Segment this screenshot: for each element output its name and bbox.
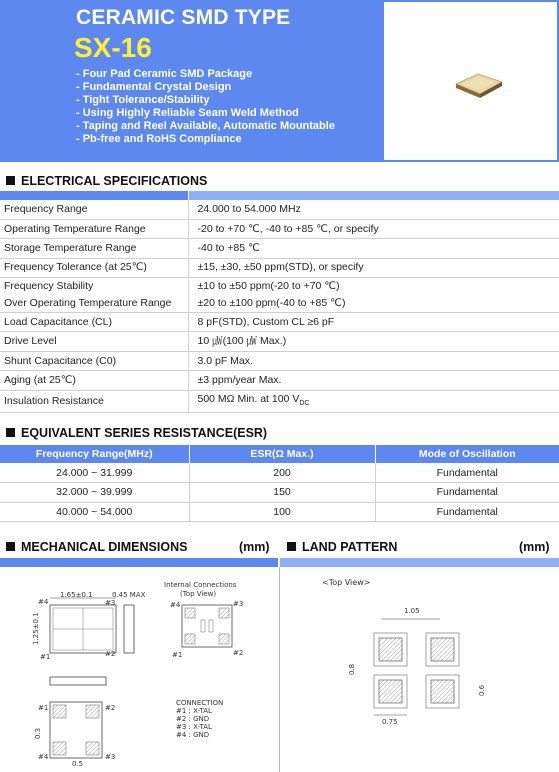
dim-pad-h-label: 0.3 bbox=[34, 727, 42, 739]
table-row bbox=[0, 278, 559, 313]
square-bullet-icon bbox=[6, 428, 15, 437]
table-row bbox=[0, 463, 559, 483]
spec-label: Load Capacitance (CL) bbox=[0, 313, 188, 332]
spec-label-line: Over Operating Temperature Range bbox=[4, 297, 172, 310]
header-text-panel bbox=[0, 0, 382, 162]
dim-pad-w-label: 0.5 bbox=[72, 760, 84, 768]
feature-item: - Four Pad Ceramic SMD Package bbox=[76, 68, 253, 80]
connection-item: #4 : GND bbox=[176, 731, 210, 739]
table-cell: 200 bbox=[189, 463, 375, 483]
internal-subtitle: (Top View) bbox=[180, 590, 217, 598]
column-header: ESR(Ω Max.) bbox=[189, 445, 375, 463]
mechanical-heading bbox=[6, 540, 187, 554]
land-pattern-heading bbox=[287, 540, 397, 554]
spec-value: -40 to +85 ℃ bbox=[188, 239, 559, 258]
feature-item: - Fundamental Crystal Design bbox=[76, 81, 232, 93]
column-header: Mode of Oscillation bbox=[375, 445, 559, 463]
table-row bbox=[0, 332, 559, 351]
bottom-pin4: #4 bbox=[38, 753, 49, 761]
spec-label: Insulation Resistance bbox=[0, 390, 188, 412]
spec-label: Frequency Tolerance (at 25℃) bbox=[0, 258, 188, 277]
product-photo bbox=[382, 0, 559, 162]
feature-item: - Using Highly Reliable Seam Weld Method bbox=[76, 107, 299, 119]
section-bar bbox=[0, 558, 278, 567]
table-row bbox=[0, 258, 559, 277]
dim-width-label: 1.65±0.1 bbox=[60, 591, 93, 599]
table-header-row bbox=[0, 445, 559, 463]
dim-pitch-x-label: 1.05 bbox=[404, 607, 420, 615]
table-row bbox=[0, 371, 559, 390]
dim-height-label: 1.25±0.1 bbox=[32, 612, 40, 645]
electrical-spec-table bbox=[0, 200, 559, 413]
table-cell: 40.000 ~ 54.000 bbox=[0, 502, 189, 522]
pin3-label: #3 bbox=[105, 599, 116, 607]
spec-label: Operating Temperature Range bbox=[0, 219, 188, 238]
top-view-label: <Top View> bbox=[322, 578, 371, 587]
square-bullet-icon bbox=[6, 176, 15, 185]
electrical-heading-text: ELECTRICAL SPECIFICATIONS bbox=[21, 174, 208, 188]
table-row bbox=[0, 200, 559, 219]
spec-value-line: ±20 to ±100 ppm(-40 to +85 ℃) bbox=[197, 297, 346, 310]
dim-pad-h-label: 0.6 bbox=[478, 684, 486, 696]
spec-label-line: Frequency Stability bbox=[4, 280, 94, 293]
table-row bbox=[0, 313, 559, 332]
pin2-label: #2 bbox=[105, 650, 116, 658]
spec-label: Aging (at 25℃) bbox=[0, 371, 188, 390]
spec-label bbox=[0, 278, 188, 313]
spec-value: 8 pF(STD), Custom CL ≥6 pF bbox=[188, 313, 559, 332]
spec-value: 10 ㎼(100 ㎼ Max.) bbox=[188, 332, 559, 351]
bottom-pin3: #3 bbox=[105, 753, 116, 761]
table-row bbox=[0, 219, 559, 238]
feature-list bbox=[76, 68, 335, 146]
dim-pad-w-label: 0.75 bbox=[382, 718, 398, 726]
product-model: SX-16 bbox=[74, 32, 152, 63]
esr-heading-text: EQUIVALENT SERIES RESISTANCE(ESR) bbox=[21, 426, 268, 440]
bottom-pin2: #2 bbox=[105, 704, 116, 712]
table-cell: Fundamental bbox=[375, 502, 559, 522]
spec-value-line: ±10 to ±50 ppm(-20 to +70 ℃) bbox=[197, 280, 340, 293]
spec-value: -20 to +70 ℃, -40 to +85 ℃, or specify bbox=[188, 219, 559, 238]
square-bullet-icon bbox=[6, 542, 15, 551]
header-banner bbox=[0, 0, 559, 162]
mechanical-heading-text: MECHANICAL DIMENSIONS bbox=[21, 540, 188, 554]
pin1-label: #1 bbox=[40, 653, 51, 661]
internal-pin1: #1 bbox=[172, 651, 183, 659]
electrical-spec-heading bbox=[6, 174, 207, 188]
pin4-label: #4 bbox=[38, 598, 49, 606]
section-bar bbox=[0, 191, 188, 200]
spec-label: Storage Temperature Range bbox=[0, 239, 188, 258]
section-bar-light bbox=[280, 558, 559, 567]
table-row bbox=[0, 502, 559, 522]
internal-title: Internal Connections bbox=[164, 581, 237, 589]
table-cell: 100 bbox=[189, 502, 375, 522]
land-pattern-drawing bbox=[280, 567, 559, 772]
internal-pin3: #3 bbox=[233, 600, 244, 608]
spec-label: Shunt Capacitance (C0) bbox=[0, 351, 188, 370]
spec-value bbox=[188, 278, 559, 313]
connection-item: #1 : X-TAL bbox=[176, 707, 212, 715]
spec-value-sub: DC bbox=[299, 399, 310, 407]
spec-value-main: 500 MΩ Min. at 100 V bbox=[197, 392, 300, 405]
section-bar-light bbox=[189, 191, 559, 200]
bottom-pin1: #1 bbox=[38, 704, 49, 712]
feature-item: - Tight Tolerance/Stability bbox=[76, 94, 210, 106]
internal-pin2: #2 bbox=[233, 649, 244, 657]
table-cell: Fundamental bbox=[375, 463, 559, 483]
connection-item: #2 : GND bbox=[176, 715, 210, 723]
spec-label: Drive Level bbox=[0, 332, 188, 351]
table-cell: 32.000 ~ 39.999 bbox=[0, 483, 189, 503]
spec-value bbox=[188, 390, 559, 412]
mechanical-unit: (mm) bbox=[239, 540, 270, 554]
spec-value: ±15, ±30, ±50 ppm(STD), or specify bbox=[188, 258, 559, 277]
connection-item: #3 : X-TAL bbox=[176, 723, 212, 731]
spec-value: 3.0 pF Max. bbox=[188, 351, 559, 370]
spec-label: Frequency Range bbox=[0, 200, 188, 219]
crystal-chip-image bbox=[454, 70, 504, 100]
spec-value: 24.000 to 54.000 MHz bbox=[188, 200, 559, 219]
esr-heading bbox=[6, 426, 267, 440]
dim-pitch-y-label: 0.8 bbox=[348, 663, 356, 675]
internal-pin4: #4 bbox=[170, 601, 181, 609]
table-row bbox=[0, 390, 559, 412]
square-bullet-icon bbox=[287, 542, 296, 551]
land-unit: (mm) bbox=[519, 540, 550, 554]
table-row bbox=[0, 239, 559, 258]
spec-value: ±3 ppm/year Max. bbox=[188, 371, 559, 390]
feature-item: - Pb-free and RoHS Compliance bbox=[76, 133, 242, 145]
feature-item: - Taping and Reel Available, Automatic Mountable bbox=[76, 120, 335, 132]
table-cell: 150 bbox=[189, 483, 375, 503]
table-row bbox=[0, 351, 559, 370]
column-header: Frequency Range(MHz) bbox=[0, 445, 189, 463]
table-row bbox=[0, 483, 559, 503]
table-cell: 24.000 ~ 31.999 bbox=[0, 463, 189, 483]
mechanical-drawing bbox=[0, 567, 278, 772]
esr-table bbox=[0, 445, 559, 522]
dim-thickness-label: 0.45 MAX bbox=[112, 591, 146, 599]
connection-title: CONNECTION bbox=[176, 699, 224, 707]
table-cell: Fundamental bbox=[375, 483, 559, 503]
land-heading-text: LAND PATTERN bbox=[302, 540, 398, 554]
product-category-title: CERAMIC SMD TYPE bbox=[76, 6, 291, 29]
